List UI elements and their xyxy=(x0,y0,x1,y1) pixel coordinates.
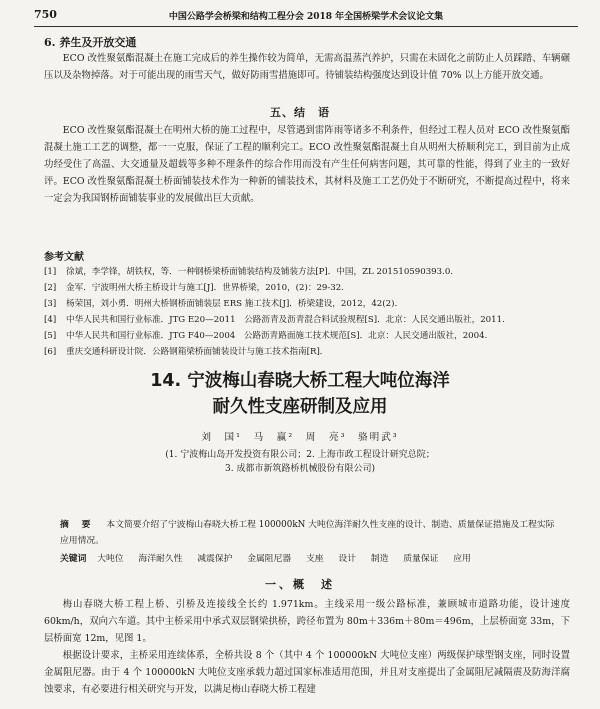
intro-paragraph: 梅山春晓大桥工程上桥、引桥及连接线全长约 1.971km。主线采用一级公路标准，兼顾城市道路功能，设计速度 60km/h，双向六车道。其中主桥采用中承式双层钢梁拱桥，跨径布置为 80m＋336m＋80m＝496m，上层桥面宽 33m，下层桥面宽 12m，见图 1。 xyxy=(44,599,570,644)
page-number: 750 xyxy=(34,8,57,21)
affiliation-line-2: 3. 成都市新筑路桥机械股份有限公司) xyxy=(225,464,375,474)
references-title: 参考文献 xyxy=(44,252,84,263)
keyword: 制造 xyxy=(370,554,389,564)
conclusion-paragraph: ECO 改性聚氨酯混凝土在明州大桥的施工过程中，尽管遇到雷阵雨等诸多不利条件，但经过工程人员对 ECO 改性聚氨酯混凝土施工工艺的调整，都一一克服，保证了工程的顺利完工。ECO 改性聚氨酯混凝土自从明州大桥顺利完工，到目前为止成功经受住了高温、大交通量及超载等多种不理条件的综合作用而没有产生任何病害问题，其可靠的性能，得到了业主的一致好评。ECO 改性聚氨酯混凝土桥面铺装技术作为一种新的铺装技术，其材料及施工工艺仍处于不断研究，不断提高过程中，将来一定会为我国钢桥面铺装事业的发展做出巨大贡献。 xyxy=(44,125,570,204)
abstract-text: 本文简要介绍了宁波梅山春晓大桥工程 100000kN 大吨位海洋耐久性支座的设计、制造、质量保证措施及工程实际应用情况。 xyxy=(60,520,555,546)
reference-item xyxy=(44,328,566,344)
keyword: 设计 xyxy=(338,554,357,564)
author-list: 刘 国¹ 马 赢² 周 亮³ 骆明武³ xyxy=(201,432,399,443)
conclusion-body xyxy=(44,122,570,207)
section-6-body xyxy=(44,50,570,84)
abstract xyxy=(60,517,560,549)
section-6-paragraph: ECO 改性聚氨酯混凝土在施工完成后的养生操作较为简单，无需高温蒸汽养护，只需在未固化之前防止人员踩踏、车辆碾压以及杂物掉落。对于可能出现的雨雪天气，做好防雨雪措施即可。待铺装结构强度达到设计值 70% 以上方能开放交通。 xyxy=(44,53,570,81)
intro-paragraph: 根据设计要求，主桥采用连续体系，全桥共设 8 个（其中 4 个 100000kN 大吨位支座）两级保护球型钢支座，同时设置金属阻尼器。由于 4 个 100000kN 大吨位支座承载力超过国家标准适用范围，并且对支座提出了金属阻尼减隔震及防海洋腐蚀要求，有必要进行相关研究与开发，以满足梅山春晓大桥工程建 xyxy=(44,650,570,695)
affiliation-line-1: (1. 宁波梅山岛开发投资有限公司；2. 上海市政工程设计研究总院； xyxy=(165,450,435,460)
reference-item xyxy=(44,344,566,360)
keyword: 金属阻尼器 xyxy=(247,554,292,564)
section-6-heading: 6. 养生及开放交通 xyxy=(44,36,137,49)
reference-number: [4] xyxy=(44,315,57,325)
reference-list xyxy=(44,264,566,360)
page-header xyxy=(34,8,578,27)
reference-item xyxy=(44,264,566,280)
reference-item xyxy=(44,296,566,312)
reference-item xyxy=(44,280,566,296)
article-title-line-1: 14. 宁波梅山春晓大桥工程大吨位海洋 xyxy=(150,371,450,391)
reference-number: [3] xyxy=(44,299,57,309)
article-title-line-2: 耐久性支座研制及应用 xyxy=(212,397,388,417)
conclusion-heading: 五、结 语 xyxy=(270,106,330,119)
reference-text: 金军．宁波明州大桥主桥设计与施工[J]．世界桥梁，2010，(2)：29-32. xyxy=(66,283,344,293)
reference-text: 徐斌，李学锋，胡铁权，等．一种钢桥梁桥面铺装结构及铺装方法[P]．中国，ZL 201510590393.0. xyxy=(66,267,454,277)
reference-text: 中华人民共和国行业标准．JTG F40—2004 公路沥青路面施工技术规范[S]．北京：人民交通出版社，2004. xyxy=(66,331,488,341)
reference-text: 中华人民共和国行业标准．JTG E20—2011 公路沥青及沥青混合料试验规程[S]．北京：人民交通出版社，2011. xyxy=(66,315,505,325)
reference-item xyxy=(44,312,566,328)
reference-text: 杨荣国，刘小勇．明州大桥钢桥面铺装层 ERS 施工技术[J]．桥梁建设，2012，42(2). xyxy=(66,299,398,309)
keyword: 大吨位 xyxy=(97,554,124,564)
running-title: 中国公路学会桥梁和结构工程分会 2018 年全国桥梁学术会议论文集 xyxy=(168,12,444,22)
keyword: 应用 xyxy=(453,554,471,564)
reference-number: [2] xyxy=(44,283,57,293)
reference-number: [6] xyxy=(44,347,57,357)
keywords xyxy=(60,551,560,564)
intro-body xyxy=(44,596,570,698)
abstract-label: 摘 要 xyxy=(60,520,93,530)
reference-number: [1] xyxy=(44,267,57,277)
article-title xyxy=(0,368,600,420)
reference-text: 重庆交通科研设计院．公路钢箱梁桥面铺装设计与施工技术指南[R]． xyxy=(66,347,329,357)
keyword: 减震保护 xyxy=(197,554,233,564)
keyword: 支座 xyxy=(306,554,324,564)
keyword: 海洋耐久性 xyxy=(138,554,183,564)
keyword: 质量保证 xyxy=(403,554,439,564)
reference-number: [5] xyxy=(44,331,57,341)
intro-heading: 一、概 述 xyxy=(265,578,335,591)
keywords-label: 关键词 xyxy=(60,554,87,564)
